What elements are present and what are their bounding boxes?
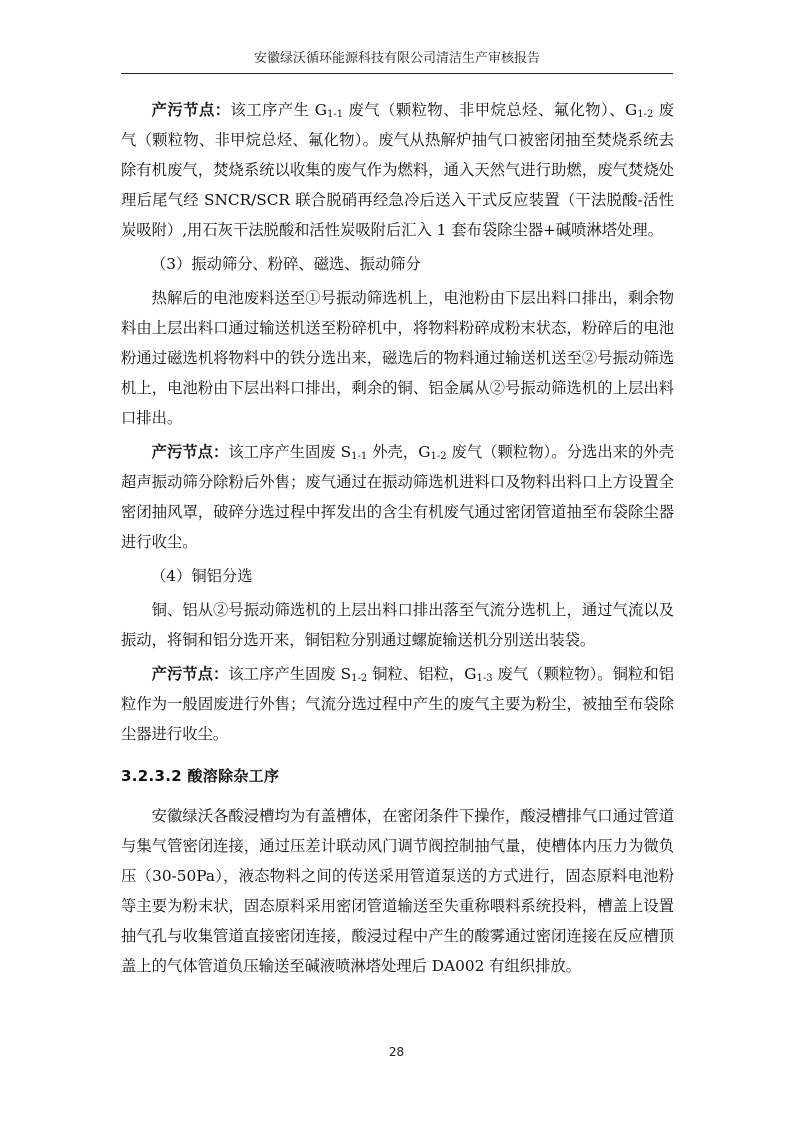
- subheading-vibration-screening: （3）振动筛分、粉碎、磁选、振动筛分: [151, 255, 421, 273]
- subscript: 1-2: [351, 673, 368, 684]
- pollution-node-label: 产污节点：: [151, 665, 229, 683]
- pollution-node-paragraph-1: [121, 95, 674, 245]
- subscript: 1-2: [430, 451, 447, 462]
- document-body: [121, 95, 674, 981]
- section-heading-acid-dissolution: 3.2.3.2 酸溶除杂工序: [121, 767, 280, 785]
- subheading-copper-aluminum: （4）铜铝分选: [151, 567, 253, 585]
- paragraph-text: 废气（颗粒物、非甲烷总烃、氟化物）、G: [343, 101, 638, 119]
- subscript: 1-2: [637, 109, 654, 120]
- header-divider: [121, 73, 673, 74]
- process-paragraph-separation: 铜、铝从②号振动筛选机的上层出料口排出落至气流分选机上，通过气流以及振动，将铜和铝分选开来，铜铝粒分别通过螺旋输送机分别送出装袋。: [121, 601, 674, 649]
- paragraph-text: 铜粒、铝粒，G: [367, 665, 477, 683]
- subscript: 1-1: [351, 451, 368, 462]
- paragraph-text: 废气（颗粒物）。分选出来的外壳超声振动筛分除粉后外售；废气通过在振动筛选机进料口及物料出料口上方设置全密闭抽风罩，破碎分选过程中挥发出的含尘有机废气通过密闭管道抽至布袋除尘器进行收尘。: [121, 443, 674, 551]
- process-paragraph-acid-leaching: 安徽绿沃各酸浸槽均为有盖槽体，在密闭条件下操作，酸浸槽排气口通过管道与集气管密闭连接，通过压差计联动风门调节阀控制抽气量，使槽体内压力为微负压（30-50Pa），液态物料之间的传送采用管道泵送的方式进行，固态原料电池粉等主要为粉末状，固态原料采用密闭管道输送至失重称喂料系统投料，槽盖上设置抽气孔与收集管道直接密闭连接，酸浸过程中产生的酸雾通过密闭连接在反应槽顶盖上的气体管道负压输送至碱液喷淋塔处理后 DA002 有组织排放。: [121, 807, 674, 975]
- paragraph-text: 废气（颗粒物、非甲烷总烃、氟化物）。废气从热解炉抽气口被密闭抽至焚烧系统去除有机废气，焚烧系统以收集的废气作为燃料，通入天然气进行助燃，废气焚烧处理后尾气经 SNCR/SCR 联合脱硝再经急冷后送入干式反应装置（干法脱酸-活性炭吸附）,用石灰干法脱酸和活性炭吸附后汇入 1 套布袋除尘器+碱喷淋塔处理。: [121, 101, 674, 239]
- paragraph-text: 该工序产生固废 S: [228, 665, 352, 683]
- pollution-node-label: 产污节点：: [151, 101, 231, 119]
- page-number: 28: [388, 1045, 405, 1059]
- paragraph-text: 废气（颗粒物）。铜粒和铝粒作为一般固废进行外售；气流分选过程中产生的废气主要为粉尘，被抽至布袋除尘器进行收尘。: [121, 665, 674, 743]
- subscript: 1-3: [476, 673, 493, 684]
- paragraph-text: 该工序产生 G: [230, 101, 328, 119]
- page-header: 安徽绿沃循环能源科技有限公司清洁生产审核报告: [253, 51, 540, 66]
- pollution-node-paragraph-3: [121, 659, 674, 749]
- paragraph-text: 该工序产生固废 S: [228, 443, 352, 461]
- pollution-node-label: 产污节点：: [151, 443, 229, 461]
- paragraph-text: 外壳，G: [367, 443, 431, 461]
- process-paragraph-screening: 热解后的电池废料送至①号振动筛选机上，电池粉由下层出料口排出，剩余物料由上层出料口通过输送机送至粉碎机中，将物料粉碎成粉末状态，粉碎后的电池粉通过磁选机将物料中的铁分选出来，磁选后的物料通过输送机送至②号振动筛选机上，电池粉由下层出料口排出，剩余的铜、铝金属从②号振动筛选机的上层出料口排出。: [121, 289, 674, 427]
- pollution-node-paragraph-2: [121, 437, 674, 557]
- subscript: 1-1: [327, 109, 344, 120]
